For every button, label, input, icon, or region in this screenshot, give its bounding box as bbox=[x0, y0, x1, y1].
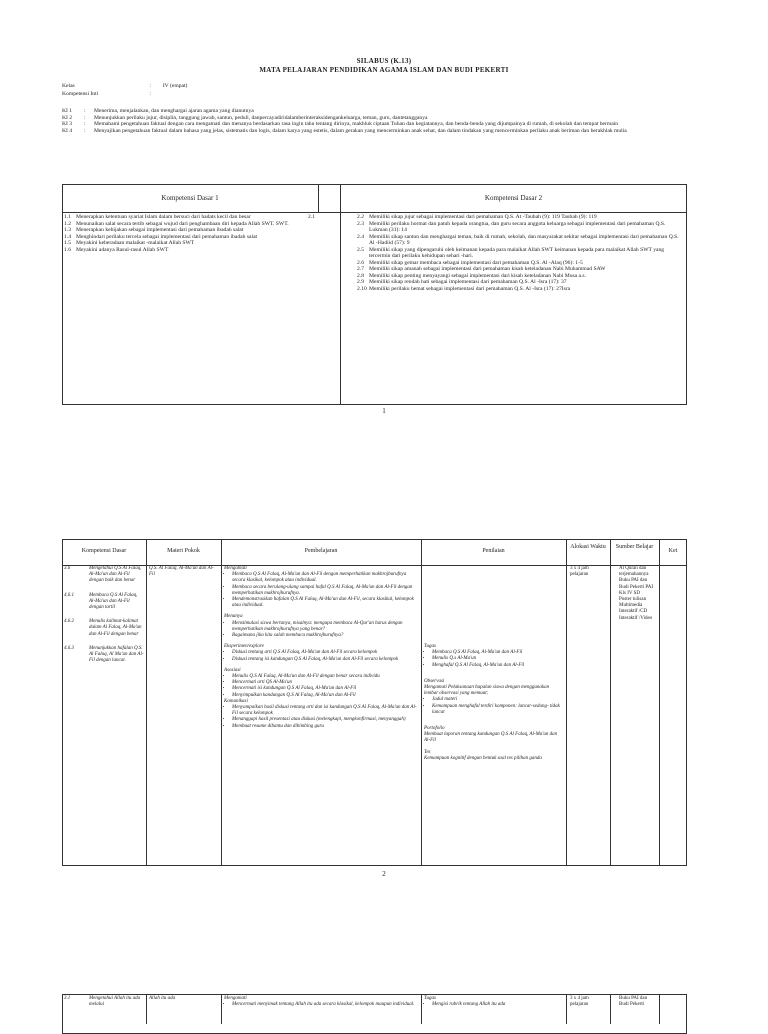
pembelajaran-column bbox=[224, 566, 418, 730]
bottom-col-line bbox=[421, 994, 422, 1024]
col-header-pembelajaran: Pembelajaran bbox=[304, 548, 338, 554]
sumber-belajar bbox=[612, 566, 658, 622]
kd-item: 4.6.2 Menulis kalimat-kalimat dalam Al Falaq, Al-Ma'un dan Al-Fil dengan benar bbox=[64, 619, 142, 637]
observasi-list bbox=[424, 697, 564, 716]
list-item: • Mencermati isi kandungan Q.S Al Falaq, Al-Ma'un dan Al-Fil bbox=[232, 686, 418, 692]
list-item: • Multimedia Interaktif /CD Interaktif /Video bbox=[619, 603, 658, 622]
list-item: • Diskusi tentang arti Q.S Al Falaq, Al-Ma'un dan Al-Fil secara kelompok bbox=[232, 650, 418, 656]
kelas-value: IV (empat) bbox=[162, 83, 188, 89]
list-item: • Menstimulasi siswa bertanya, misalnya: mengapa membaca Al-Qur'an harus dengan memperhatikan makhrojhurufnya yang benar? bbox=[232, 621, 418, 633]
ki-colon: : bbox=[149, 91, 151, 97]
kd2-item: 2.9 Memiliki sikap rendah hati sebagai implementasi dari pemahaman Q.S. Al -Isra (17): 37 bbox=[357, 279, 567, 285]
kd2-item: 2.2 Memiliki sikap jujur sebagai implementasi dari pemahaman Q.S. At -Taubah (9): 119 Taubah (9): 119 bbox=[357, 214, 597, 220]
kd2-item: 2.6 Memiliki sikap gemar membaca sebagai implementasi dari pemahaman Q.S. Al -Alaq (96): 1-5 bbox=[357, 259, 583, 266]
section-heading: Mengamati bbox=[224, 566, 247, 571]
bottom-alokasi: 3 x 4 jam pelajaran bbox=[570, 996, 589, 1008]
bottom-col-line bbox=[221, 994, 222, 1024]
menanya-list bbox=[224, 621, 418, 640]
kd-table-vline bbox=[318, 184, 319, 212]
list-item: • Al Quran dan terjemahannya bbox=[619, 566, 658, 578]
bottom-penilaian bbox=[424, 996, 564, 1008]
bottom-kd: 3.1 Mengetahui Allah itu ada melalui bbox=[64, 996, 141, 1008]
col-header-materi: Materi Pokok bbox=[167, 548, 200, 554]
list-item: • Kemampuan menghafal terdiri komponen: lancar-sedang- tidak lancar bbox=[432, 704, 564, 716]
col-header-kd: Kompetensi Dasar bbox=[81, 548, 127, 554]
kd2-item: 2.10 Memiliki perilaku hemat sebagai implementasi dari pemahaman Q.S. Al -Isra (17): 27Isra bbox=[357, 285, 571, 292]
ki-item: KI 3 : Memahami pengetahuan faktual dengan cara mengamati dan menanya berdasarkan rasa ingin tahu tentang dirinya, makhluk ciptaan Tuhan dan kegiatannya, dan benda-benda yang dijumpainya di rumah, di sekolah dan tempat bermain bbox=[62, 121, 619, 127]
list-item: • Menyampaikan hasil diskusi tentang arti dan isi kandungan Q.S Al Falaq, Al-Ma'un dan Al-Fil secara kelompok bbox=[232, 705, 418, 717]
list-item: • Membaca Q.S Al Falaq, Al-Ma'un dan Al-Fil bbox=[432, 650, 564, 656]
col-header-sumber: Sumber Belajar bbox=[615, 544, 654, 550]
kelas-label: Kelas bbox=[62, 83, 75, 89]
kd-table-divider bbox=[62, 212, 687, 213]
kd2-item: 2.3 Memiliki perilaku hormat dan patuh kepada orangtua, dan guru secara anggota keluarga sebagai implementasi dari pemahaman Q.S. Lukman (31): 14 bbox=[357, 220, 666, 233]
col-header-alokasi: Alokasi Waktu bbox=[570, 544, 606, 550]
kd-table-vline bbox=[340, 184, 341, 405]
syllabus-col-line bbox=[610, 539, 611, 866]
tes-text: Kemampuan kognitif dengan bentuk soal tes pilihan ganda bbox=[424, 755, 542, 761]
list-item: • Membaca Q.S Al Falaq, Al-Ma'un dan Al-Fil dengan memperhatikan makhrojhurufnya secara klasikal, kelompok atau individual. bbox=[232, 572, 418, 584]
document-title: SILABUS (K.13) bbox=[356, 57, 412, 65]
list-item: • Mencermati menyimak tentang Allah itu ada secara klasikal, kelompok maupun individual. bbox=[232, 1002, 418, 1008]
ki-item: KI 2 : Menunjukkan perilaku jujur, disiplin, tanggung jawab, santun, peduli, danpercayadiridalamberinteraksidengankeluarga, teman, guru, dantetangganya bbox=[62, 114, 428, 121]
syllabus-col-line bbox=[566, 539, 567, 866]
eksperimen-list bbox=[224, 650, 418, 662]
list-item: • Jadul materi bbox=[432, 697, 564, 703]
list-item: • Bagaimana jika kita salah membaca makhrojhurufnya? bbox=[232, 633, 418, 639]
list-item: • Mencermati arti QS Al-Ma'un bbox=[232, 680, 418, 686]
section-heading: Tes bbox=[424, 749, 431, 755]
bottom-col-line bbox=[566, 994, 567, 1024]
list-item: • Menulis Q.s Al-Ma'un bbox=[432, 656, 564, 662]
page-number: 1 bbox=[382, 407, 386, 415]
kd1-item: 1.5 Meyakini keberadaan malaikat -malaikat Allah SWT bbox=[64, 240, 195, 246]
kd1-item: 1.3 Menerapkan kebijakan sebagai implementasi dari pemahaman ibadah salat bbox=[64, 227, 244, 233]
bottom-materi: Allah itu ada bbox=[149, 996, 176, 1001]
list-item: • Poster tulisan bbox=[619, 597, 658, 603]
list-item: • Buku PAI dan Budi Pekerti PAI Kls IV SD bbox=[619, 578, 658, 597]
kd2-list bbox=[357, 214, 683, 292]
observasi-text: Mengamati Pelaksanaan hapalan siswa dengan menggunakan lembar observasi yang memuat: bbox=[424, 685, 550, 697]
list-item: • Menghafal Q.S Al Falaq, Al-Ma'un dan Al-Fil bbox=[432, 663, 564, 669]
kd1-item: 1.4 Menghindari perilaku tercela sebagai implementasi dari pemahaman ibadah salat bbox=[64, 233, 258, 240]
list-item: • Mengisi rubrik tentang Allah itu ada bbox=[432, 1002, 564, 1008]
portofolio-text: Membuat laporan tentang kandungan Q.S Al Falaq, Al-Ma'un dan Al-Fil bbox=[424, 732, 558, 744]
section-heading: Asosiasi bbox=[224, 667, 241, 673]
kd-item: 4.6.1 Membaca Q.S Al Falaq, Al-Ma'un dan Al-Fil dengan tartil bbox=[64, 592, 138, 611]
kd1-item: 1.6 Meyakini adanya Rasul-rasul Allah SWT bbox=[64, 246, 169, 253]
kd2-first-no: 2.1 bbox=[308, 214, 315, 220]
mengamati-list bbox=[224, 572, 418, 609]
kd-item: 3.6 Mengetahui Q.S Al Falaq, Al-Ma'un dan Al-Fil dengan baik dan benar bbox=[64, 566, 142, 584]
kd2-item: 2.5 Memiliki sikap yang dipengaruhi oleh keimanan kepada para malaikat Allah SWT keimanan kepada para malaikat Allah SWT yang tercermin dari perilaku kehidupan sehari -hari. bbox=[357, 246, 665, 259]
section-heading: Eksperimen/explore bbox=[224, 644, 264, 650]
list-item: • Membaca secara berulang-ulang sampai hafal Q.S Al Falaq, Al-Ma'un dan Al-Fil dengan memperhatikan makhrojhurufnya. bbox=[232, 585, 418, 597]
asosiasi-list bbox=[224, 674, 418, 699]
ki-item: KI 1 : Menerima, menjalankan, dan menghargai ajaran agama yang dianutnya bbox=[62, 108, 254, 114]
komunikasi-list bbox=[224, 705, 418, 730]
ki-list bbox=[62, 108, 692, 134]
section-heading: Tugas bbox=[424, 996, 436, 1001]
alokasi-waktu: 3 x 4 jam pelajaran bbox=[570, 566, 589, 578]
section-heading: Tugas bbox=[424, 644, 436, 649]
kd1-list bbox=[64, 214, 312, 253]
list-item: • Menanggapi hasil presentasi atau diskusi (melengkapi, mengkonfirmasi, menyanggah) bbox=[232, 717, 418, 723]
list-item: • Mendemonstrasikan hafalan Q.S Al Falaq, Al-Ma'un dan Al-Fil, secara klasikal, kelompok atau individual. bbox=[232, 597, 418, 609]
kd-item: 4.6.3 Menunjukkan hafalan Q.S. Al Falaq, Al Ma'un dan Al-Fil dengan lancar. bbox=[64, 645, 144, 664]
ki-label: Kompetensi Inti bbox=[62, 91, 99, 97]
col-header-ket: Ket bbox=[668, 548, 678, 554]
section-heading: Menanya bbox=[224, 614, 243, 620]
section-heading: Mengamati bbox=[224, 996, 247, 1001]
list-item: • Buku PAI dan Budi Pekerti bbox=[619, 996, 658, 1008]
list-item: • Membuat resume dibantu dan dibimbing guru bbox=[232, 724, 418, 730]
materi-pokok: Q.S. Al Falaq, Al-Ma'un dan Al-Fil bbox=[149, 566, 214, 578]
kd1-item: 1.2 Menunaikan salat secara tertib sebagai wujud dari penghambaan diri kepada Allah SWT. SWT. bbox=[64, 220, 289, 227]
kelas-row bbox=[62, 83, 362, 90]
section-heading: Observasi bbox=[424, 678, 445, 684]
page-number: 2 bbox=[382, 870, 386, 878]
penilaian-column bbox=[424, 644, 564, 762]
bottom-pembelajaran bbox=[224, 996, 418, 1008]
syllabus-col-line bbox=[146, 539, 147, 866]
kd1-header: Kompetensi Dasar 1 bbox=[161, 194, 219, 202]
document-subtitle: MATA PELAJARAN PENDIDIKAN AGAMA ISLAM DAN BUDI PEKERTI bbox=[259, 66, 509, 74]
kd2-item: 2.8 Memiliki sikap penting menyayangi sebagai implementasi dari kisah keteladanan Nabi Musa a.s. bbox=[357, 272, 587, 279]
ki-item: KI 4 : Menyajikan pengetahuan faktual dalam bahasa yang jelas, sistematis dan logis, dalam karya yang estetis, dalam gerakan yang mencerminkan anak sehat, dan dalam tindakan yang mencerminkan perilaku anak beriman dan berakhlak mulia bbox=[62, 127, 627, 134]
kelas-colon: : bbox=[149, 83, 151, 89]
syllabus-col-line bbox=[659, 539, 660, 866]
tugas-list bbox=[424, 650, 564, 669]
col-header-penilaian: Penilaian bbox=[482, 548, 505, 554]
kd2-item: 2.7 Memiliki sikap amanah sebagai implementasi dari pemahaman kisah keteladanan Nabi Muhammad SAW bbox=[357, 266, 606, 272]
list-item: • Menyimpulkan kandungan Q.S Al Falaq, Al-Ma'un dan Al-Fil bbox=[232, 693, 418, 699]
bottom-col-line bbox=[659, 994, 660, 1024]
list-item: • Diskusi tentang isi kandungan Q.S Al Falaq, Al-Ma'un dan Al-Fil secara kelompok bbox=[232, 657, 418, 663]
list-item: • Menulis Q.S Al Falaq, Al-Ma'un dan Al-Fil dengan benar secara individu bbox=[232, 674, 418, 680]
section-heading: Portofolio bbox=[424, 726, 445, 732]
ki-header-row bbox=[62, 91, 362, 98]
bottom-sumber bbox=[612, 996, 658, 1008]
kd-column bbox=[64, 566, 144, 664]
kd2-header: Kompetensi Dasar 2 bbox=[484, 194, 543, 202]
bottom-col-line bbox=[146, 994, 147, 1024]
kd2-item: 2.4 Memiliki sikap santun dan menghargai teman, baik di rumah, sekolah, dan masyarakat sekitar sebagai implementasi dari pemahaman Q.S. Al -Hadiid (57): 9 bbox=[357, 233, 679, 246]
kd1-item: 1.1 Menerapkan ketentuan syariat Islam dalam bersuci dari hadats kecil dan besar bbox=[64, 214, 251, 220]
section-heading: Komunikasi bbox=[224, 698, 248, 704]
